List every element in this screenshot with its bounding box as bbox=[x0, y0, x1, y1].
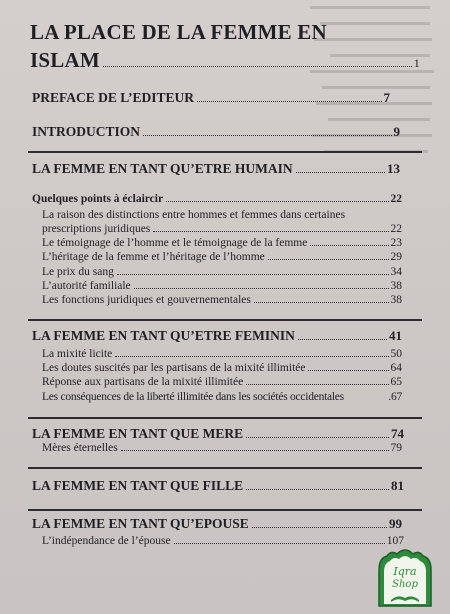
page-number: 9 bbox=[393, 124, 400, 139]
toc-item bbox=[42, 294, 402, 306]
toc-item-label: Les conséquences de la liberté illimitée dans les sociétés occidentales bbox=[42, 391, 344, 403]
dot-leader bbox=[117, 274, 389, 275]
toc-item-label: Le prix du sang bbox=[42, 266, 114, 278]
toc-item bbox=[42, 376, 402, 388]
toc-item bbox=[42, 266, 402, 278]
page-number: 1 bbox=[413, 56, 420, 70]
toc-item-label: Le témoignage de l’homme et le témoignage de la femme bbox=[42, 237, 308, 249]
toc-subheading: Quelques points à éclaircir bbox=[32, 193, 164, 205]
page-number: 13 bbox=[387, 161, 400, 176]
page-number: 38 bbox=[390, 280, 402, 292]
toc-item bbox=[42, 223, 402, 235]
page-number: 64 bbox=[390, 362, 402, 374]
page-number: 50 bbox=[390, 348, 402, 360]
iqra-shop-logo bbox=[373, 548, 437, 608]
toc-item bbox=[42, 391, 402, 403]
toc-entry-epouse bbox=[32, 516, 402, 532]
toc-item-label: L’autorité familiale bbox=[42, 280, 131, 292]
toc-entry-quelques bbox=[32, 193, 402, 205]
toc-heading: INTRODUCTION bbox=[32, 124, 141, 139]
dot-leader bbox=[296, 172, 385, 173]
page-number: 7 bbox=[383, 90, 390, 105]
toc-item-label: prescriptions juridiques bbox=[42, 223, 151, 235]
page-number: 81 bbox=[391, 478, 404, 493]
toc-item bbox=[42, 251, 402, 263]
dot-leader bbox=[254, 302, 389, 303]
dot-leader bbox=[134, 288, 389, 289]
dot-leader bbox=[197, 101, 381, 102]
dot-leader bbox=[174, 543, 385, 544]
book-title-text: ISLAM bbox=[30, 48, 100, 72]
dot-leader bbox=[121, 450, 389, 451]
toc-entry-mere bbox=[32, 426, 404, 442]
toc-heading: PREFACE DE L’EDITEUR bbox=[32, 90, 195, 105]
toc-item-label: L’héritage de la femme et l’héritage de l’homme bbox=[42, 251, 265, 263]
toc-heading: LA FEMME EN TANT QU’ETRE HUMAIN bbox=[32, 161, 293, 176]
toc-heading: LA FEMME EN TANT QU’ETRE FEMININ bbox=[32, 328, 295, 343]
dot-leader bbox=[143, 135, 391, 136]
toc-item-label: Mères éternelles bbox=[42, 442, 118, 454]
dot-leader bbox=[246, 437, 389, 438]
page-number: 22 bbox=[390, 193, 402, 205]
toc-item bbox=[42, 280, 402, 292]
toc-item-label: La mixité licite bbox=[42, 348, 113, 360]
page-number: 107 bbox=[386, 535, 404, 547]
toc-entry-fille bbox=[32, 478, 404, 494]
page-number: 38 bbox=[390, 294, 402, 306]
dot-leader bbox=[246, 384, 388, 385]
toc-entry-introduction bbox=[32, 124, 400, 140]
page-number: 22 bbox=[390, 223, 402, 235]
section-divider bbox=[28, 509, 422, 511]
dot-leader bbox=[166, 201, 388, 202]
book-title-line1 bbox=[30, 20, 360, 45]
book-title-line2 bbox=[30, 48, 420, 73]
toc-item bbox=[42, 237, 402, 249]
toc-item bbox=[42, 209, 402, 221]
toc-item bbox=[42, 535, 404, 547]
toc-item-label: Les fonctions juridiques et gouvernementales bbox=[42, 294, 251, 306]
dot-leader bbox=[308, 370, 388, 371]
toc-item bbox=[42, 362, 402, 374]
section-divider bbox=[28, 319, 422, 321]
toc-item-label: La raison des distinctions entre hommes et femmes dans certaines bbox=[42, 209, 346, 221]
toc-heading: LA FEMME EN TANT QUE MERE bbox=[32, 426, 244, 441]
page-number: 34 bbox=[390, 266, 402, 278]
dot-leader bbox=[268, 259, 389, 260]
toc-item-label: L’indépendance de l’épouse bbox=[42, 535, 171, 547]
dot-leader bbox=[115, 356, 388, 357]
toc-entry-feminin bbox=[32, 328, 402, 344]
toc-heading: LA FEMME EN TANT QU’EPOUSE bbox=[32, 516, 249, 531]
toc-entry-preface bbox=[32, 90, 390, 106]
dot-leader bbox=[153, 231, 388, 232]
dot-leader bbox=[103, 66, 412, 67]
toc-item-label: Réponse aux partisans de la mixité illimitée bbox=[42, 376, 244, 388]
page-number: 23 bbox=[390, 237, 402, 249]
page-number: .67 bbox=[388, 391, 402, 403]
toc-item bbox=[42, 348, 402, 360]
page-number: 65 bbox=[390, 376, 402, 388]
toc-heading: LA FEMME EN TANT QUE FILLE bbox=[32, 478, 244, 493]
dot-leader bbox=[298, 339, 387, 340]
dot-leader bbox=[246, 489, 389, 490]
logo-text-line2: Shop bbox=[392, 579, 418, 590]
book-title-text: LA PLACE DE LA FEMME EN bbox=[30, 20, 327, 44]
toc-item bbox=[42, 442, 402, 454]
page-number: 29 bbox=[390, 251, 402, 263]
section-divider bbox=[28, 417, 422, 419]
page-number: 99 bbox=[389, 516, 402, 531]
page-number: 74 bbox=[391, 426, 404, 441]
section-divider bbox=[28, 151, 422, 153]
page-number: 41 bbox=[389, 328, 402, 343]
page-number: 79 bbox=[390, 442, 402, 454]
toc-entry-humain bbox=[32, 161, 400, 177]
section-divider bbox=[28, 467, 422, 469]
toc-item-label: Les doutes suscités par les partisans de la mixité illimitée bbox=[42, 362, 306, 374]
logo-text-line1: Iqra bbox=[393, 565, 417, 578]
dot-leader bbox=[310, 245, 388, 246]
dot-leader bbox=[252, 527, 387, 528]
